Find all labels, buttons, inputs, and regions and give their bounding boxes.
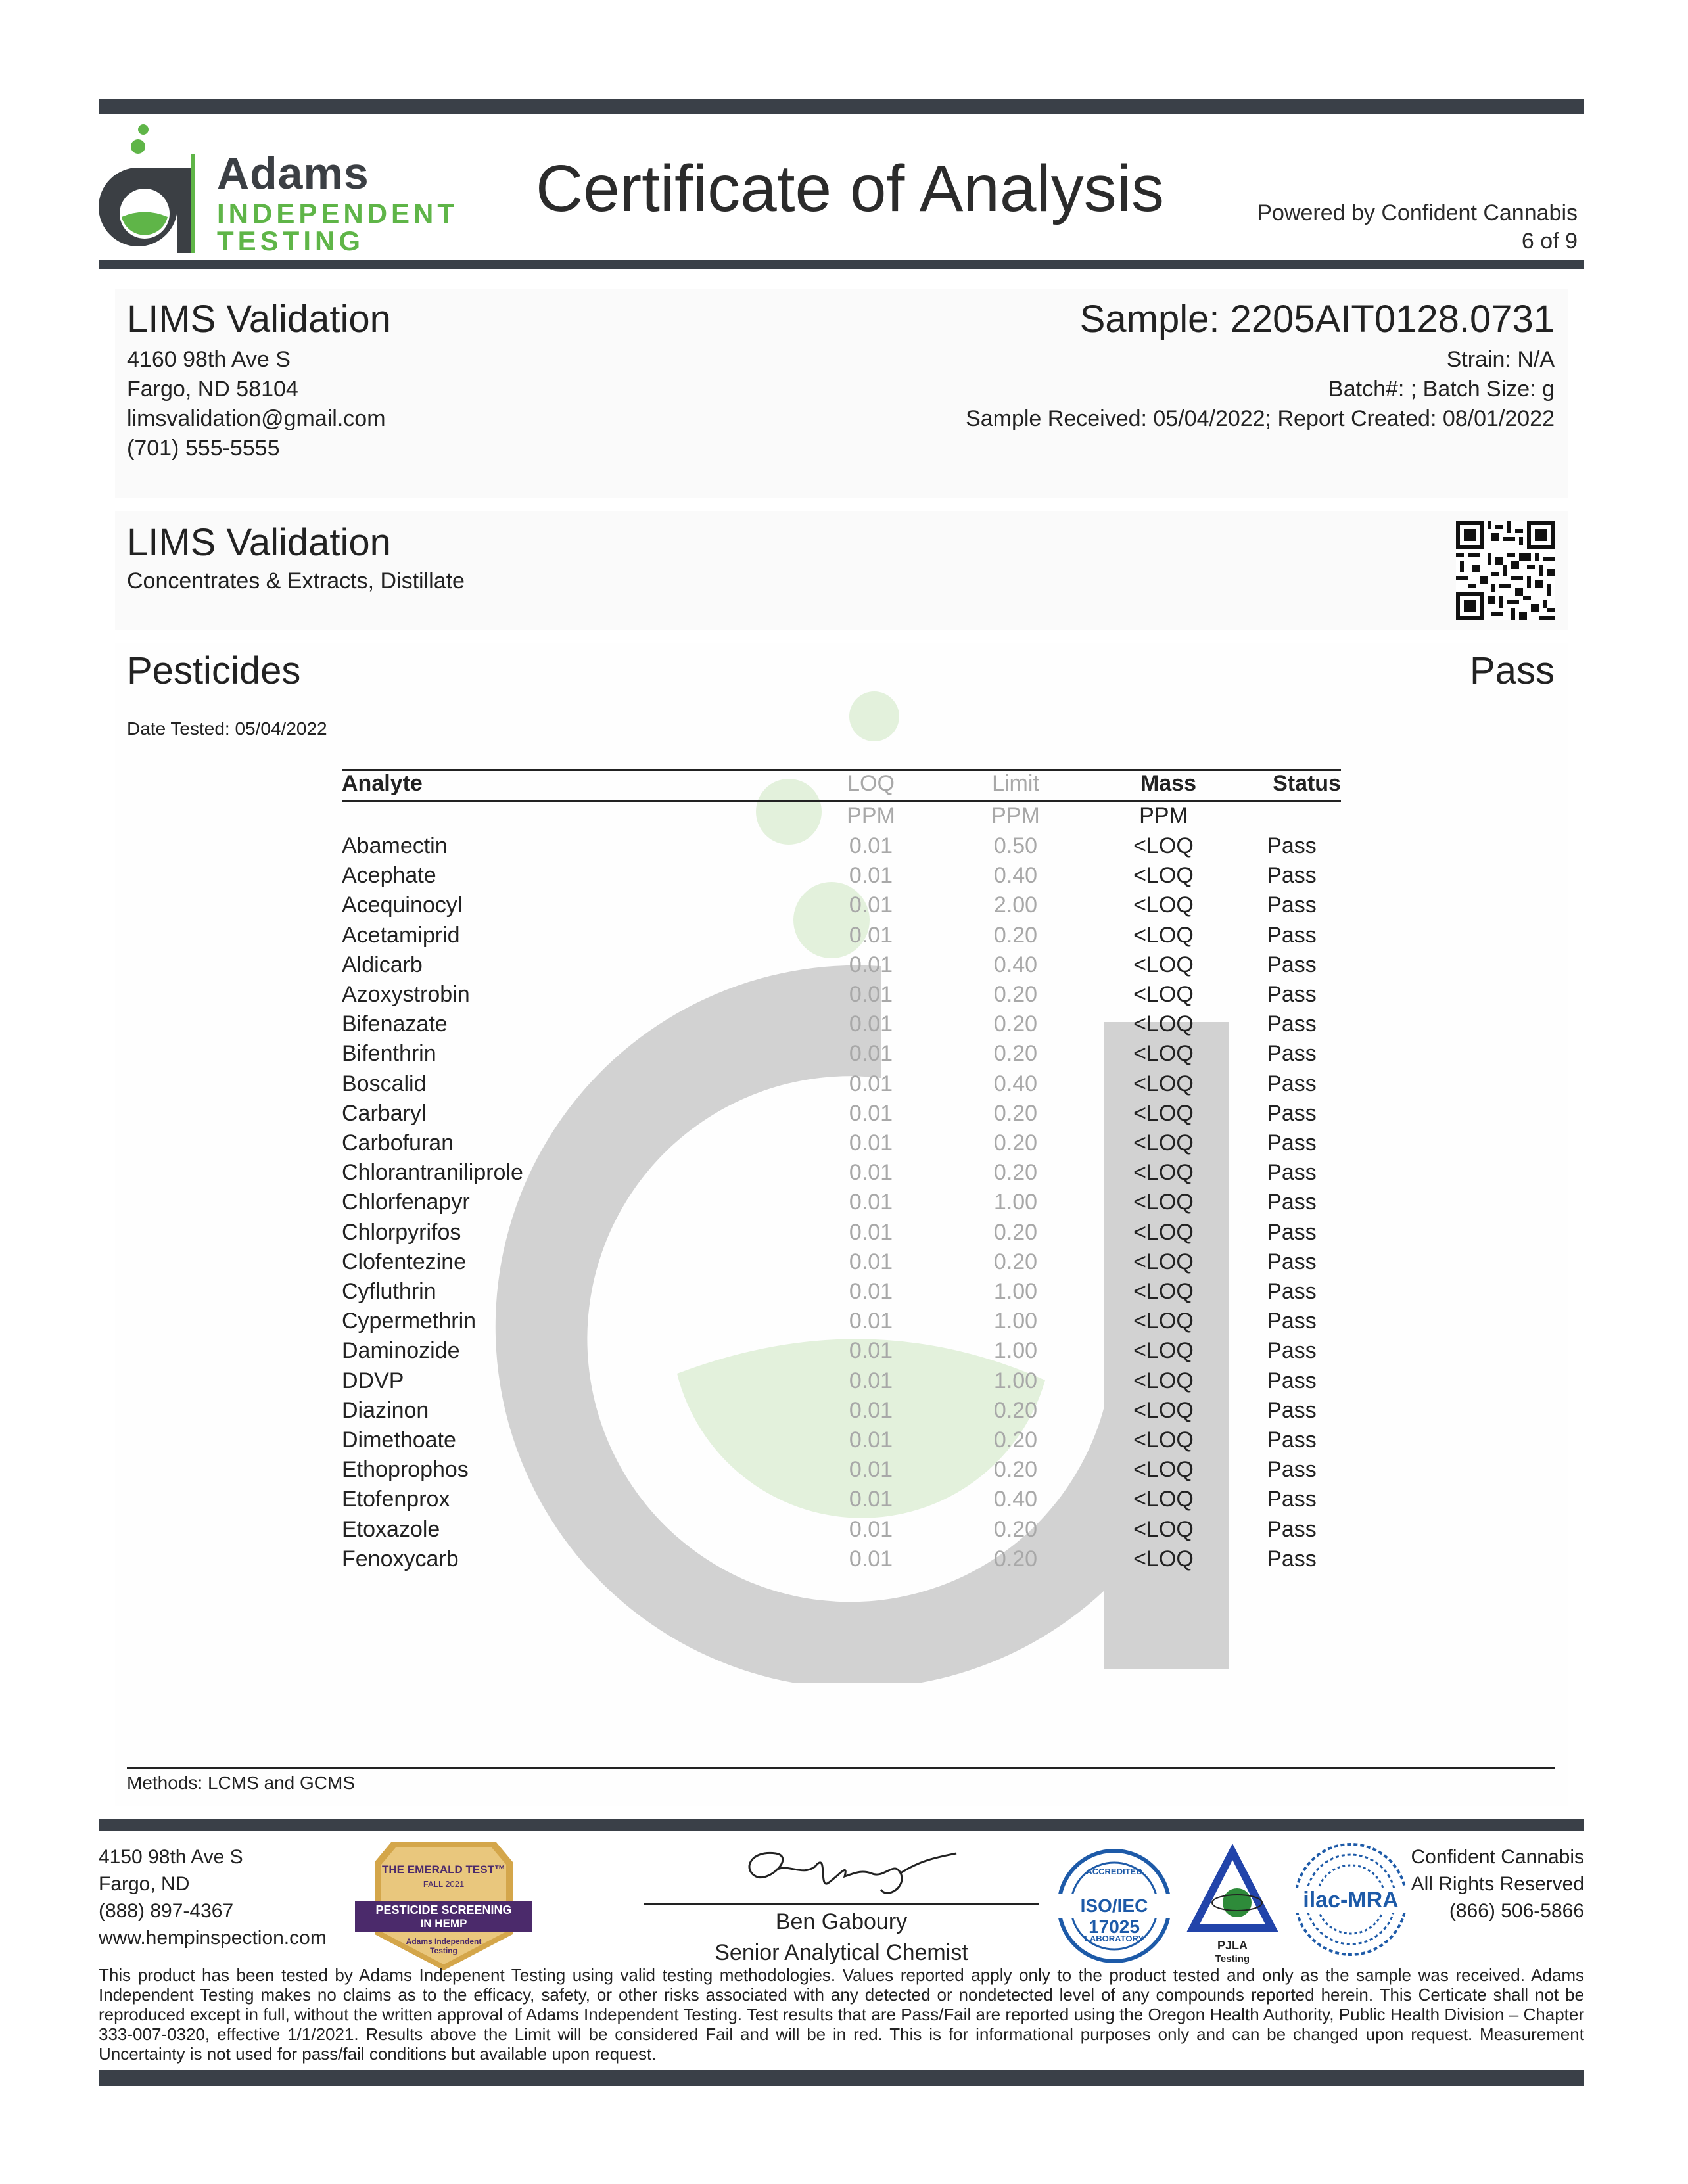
- loq-cell: 0.01: [849, 1516, 893, 1542]
- column-header-mass: Mass: [1140, 771, 1196, 796]
- table-row: [0, 1099, 1688, 1128]
- badge-line3: PESTICIDE SCREENING: [375, 1903, 512, 1917]
- mass-cell: <LOQ: [1133, 1041, 1194, 1067]
- analyte-cell: Boscalid: [342, 1071, 427, 1096]
- loq-cell: 0.01: [849, 1457, 893, 1483]
- mass-cell: <LOQ: [1133, 1546, 1194, 1571]
- iso-ring-top: ACCREDITED: [1086, 1867, 1142, 1876]
- status-cell: Pass: [1267, 1487, 1317, 1512]
- status-cell: Pass: [1267, 1130, 1317, 1155]
- status-cell: Pass: [1267, 1428, 1317, 1452]
- mass-cell: <LOQ: [1133, 1279, 1194, 1304]
- status-cell: Pass: [1267, 952, 1317, 977]
- limit-cell: 1.00: [993, 1190, 1038, 1215]
- pjla-line1: PJLA: [1217, 1939, 1248, 1952]
- mass-cell: <LOQ: [1133, 1397, 1194, 1423]
- product-name: LIMS Validation: [127, 521, 391, 564]
- cc-line2: All Rights Reserved: [1411, 1873, 1584, 1895]
- cc-line3: (866) 506-5866: [1449, 1900, 1584, 1922]
- analyte-cell: Clofentezine: [342, 1249, 467, 1274]
- status-cell: Pass: [1267, 1160, 1317, 1186]
- limit-cell: 1.00: [993, 1279, 1038, 1304]
- loq-cell: 0.01: [849, 1309, 893, 1334]
- date-tested: Date Tested: 05/04/2022: [127, 718, 327, 739]
- logo-text-independent: INDEPENDENT: [217, 198, 459, 229]
- mass-cell: <LOQ: [1133, 1457, 1194, 1483]
- mass-cell: <LOQ: [1133, 952, 1194, 977]
- limit-cell: 0.20: [993, 1546, 1038, 1571]
- table-row: [0, 1515, 1688, 1545]
- limit-cell: 1.00: [993, 1309, 1038, 1334]
- loq-cell: 0.01: [849, 863, 893, 889]
- emerald-test-badge: [355, 1836, 532, 1974]
- analyte-cell: Cyfluthrin: [342, 1279, 436, 1304]
- analyte-cell: Acequinocyl: [342, 893, 463, 918]
- table-row: [0, 950, 1688, 980]
- analyte-cell: Chlorfenapyr: [342, 1190, 470, 1215]
- loq-cell: 0.01: [849, 1219, 893, 1245]
- loq-cell: 0.01: [849, 1071, 893, 1096]
- loq-cell: 0.01: [849, 1190, 893, 1215]
- status-cell: Pass: [1267, 1457, 1317, 1483]
- column-header-limit: Limit: [992, 771, 1039, 796]
- table-row: [0, 1307, 1688, 1336]
- table-row: [0, 1485, 1688, 1514]
- lab-website[interactable]: www.hempinspection.com: [99, 1927, 327, 1949]
- loq-cell: 0.01: [849, 1279, 893, 1304]
- sample-id: Sample: 2205AIT0128.0731: [1079, 298, 1555, 340]
- limit-cell: 0.20: [993, 1516, 1038, 1542]
- powered-by: Powered by Confident Cannabis: [1257, 200, 1578, 225]
- lab-phone: (888) 897-4367: [99, 1900, 234, 1922]
- limit-cell: 0.20: [993, 1457, 1038, 1483]
- analyte-cell: Diazinon: [342, 1397, 429, 1423]
- methods-rule: [127, 1767, 1555, 1769]
- badge-line1: THE EMERALD TEST™: [382, 1863, 505, 1876]
- limit-cell: 0.20: [993, 1160, 1038, 1186]
- footer-bottom-bar: [99, 2070, 1584, 2086]
- product-category: Concentrates & Extracts, Distillate: [127, 569, 465, 593]
- mass-cell: <LOQ: [1133, 922, 1194, 948]
- sample-batch: Batch#: ; Batch Size: g: [1328, 377, 1555, 402]
- table-row: [0, 1010, 1688, 1039]
- mass-cell: <LOQ: [1133, 1190, 1194, 1215]
- client-phone: (701) 555-5555: [127, 436, 280, 461]
- pesticides-title: Pesticides: [127, 649, 301, 692]
- analyte-cell: Abamectin: [342, 833, 448, 858]
- analyte-cell: Cypermethrin: [342, 1309, 477, 1334]
- client-address-line1: 4160 98th Ave S: [127, 347, 291, 372]
- top-bar: [99, 99, 1584, 114]
- loq-cell: 0.01: [849, 1249, 893, 1274]
- lab-address-line2: Fargo, ND: [99, 1873, 190, 1895]
- table-row: [0, 921, 1688, 950]
- pjla-badge: [1183, 1840, 1282, 1972]
- loq-cell: 0.01: [849, 922, 893, 948]
- loq-cell: 0.01: [849, 1338, 893, 1364]
- limit-cell: 0.50: [993, 833, 1038, 858]
- status-cell: Pass: [1267, 922, 1317, 948]
- loq-cell: 0.01: [849, 1546, 893, 1571]
- limit-cell: 0.40: [993, 863, 1038, 889]
- qr-code-icon[interactable]: [1456, 521, 1555, 620]
- analyte-cell: Bifenazate: [342, 1011, 448, 1037]
- cc-line1: Confident Cannabis: [1411, 1846, 1584, 1868]
- header-bottom-bar: [99, 260, 1584, 269]
- status-cell: Pass: [1267, 1309, 1317, 1334]
- loq-cell: 0.01: [849, 952, 893, 977]
- analyte-cell: Chlorpyrifos: [342, 1219, 461, 1245]
- table-row: [0, 1545, 1688, 1574]
- mass-cell: <LOQ: [1133, 1160, 1194, 1186]
- unit-limit: PPM: [991, 803, 1040, 828]
- status-cell: Pass: [1267, 1279, 1317, 1304]
- status-cell: Pass: [1267, 1516, 1317, 1542]
- limit-cell: 0.20: [993, 982, 1038, 1007]
- client-address-line2: Fargo, ND 58104: [127, 377, 298, 402]
- mass-cell: <LOQ: [1133, 1071, 1194, 1096]
- mass-cell: <LOQ: [1133, 1428, 1194, 1452]
- client-name: LIMS Validation: [127, 298, 391, 340]
- table-row: [0, 1128, 1688, 1158]
- column-header-loq: LOQ: [847, 771, 895, 796]
- analyte-cell: Bifenthrin: [342, 1041, 436, 1067]
- analyte-cell: Carbaryl: [342, 1100, 427, 1126]
- mass-cell: <LOQ: [1133, 1368, 1194, 1393]
- table-row: [0, 1218, 1688, 1247]
- limit-cell: 0.20: [993, 1130, 1038, 1155]
- loq-cell: 0.01: [849, 1428, 893, 1452]
- mass-cell: <LOQ: [1133, 1487, 1194, 1512]
- loq-cell: 0.01: [849, 893, 893, 918]
- badge-line2: FALL 2021: [423, 1879, 465, 1889]
- logo-text-adams: Adams: [217, 149, 369, 198]
- limit-cell: 2.00: [993, 893, 1038, 918]
- status-cell: Pass: [1267, 1338, 1317, 1364]
- status-cell: Pass: [1267, 1041, 1317, 1067]
- analyte-cell: Azoxystrobin: [342, 982, 470, 1007]
- status-cell: Pass: [1267, 1249, 1317, 1274]
- loq-cell: 0.01: [849, 1041, 893, 1067]
- analyte-cell: Acephate: [342, 863, 436, 889]
- limit-cell: 0.20: [993, 1397, 1038, 1423]
- table-row: [0, 1039, 1688, 1069]
- status-cell: Pass: [1267, 1546, 1317, 1571]
- unit-loq: PPM: [847, 803, 895, 828]
- loq-cell: 0.01: [849, 833, 893, 858]
- table-header-row: [0, 771, 1688, 801]
- status-cell: Pass: [1267, 1397, 1317, 1423]
- ilac-text: ilac-MRA: [1292, 1888, 1410, 1913]
- table-row: [0, 1158, 1688, 1188]
- loq-cell: 0.01: [849, 1011, 893, 1037]
- footer-top-bar: [99, 1819, 1584, 1831]
- mass-cell: <LOQ: [1133, 982, 1194, 1007]
- table-row: [0, 1366, 1688, 1396]
- loq-cell: 0.01: [849, 982, 893, 1007]
- analyte-cell: Etofenprox: [342, 1487, 450, 1512]
- status-cell: Pass: [1267, 893, 1317, 918]
- limit-cell: 1.00: [993, 1368, 1038, 1393]
- iso-accreditation-badge: [1055, 1847, 1173, 1965]
- mass-cell: <LOQ: [1133, 1130, 1194, 1155]
- mass-cell: <LOQ: [1133, 1309, 1194, 1334]
- status-cell: Pass: [1267, 1011, 1317, 1037]
- mass-cell: <LOQ: [1133, 1249, 1194, 1274]
- logo-text-testing: TESTING: [217, 225, 365, 256]
- signer-name: Ben Gaboury: [775, 1909, 908, 1934]
- limit-cell: 0.20: [993, 1249, 1038, 1274]
- iso-ring-bottom: LABORATORY: [1084, 1934, 1144, 1943]
- table-row: [0, 1455, 1688, 1485]
- iso-text: ISO/IEC 17025: [1080, 1895, 1148, 1937]
- table-row: [0, 1336, 1688, 1366]
- pesticides-result: Pass: [1470, 649, 1555, 692]
- status-cell: Pass: [1267, 1368, 1317, 1393]
- table-row: [0, 980, 1688, 1010]
- table-row: [0, 891, 1688, 920]
- limit-cell: 0.20: [993, 922, 1038, 948]
- mass-cell: <LOQ: [1133, 1100, 1194, 1126]
- pjla-triangle-icon: [1183, 1840, 1282, 1939]
- table-row: [0, 1396, 1688, 1426]
- lab-address-line1: 4150 98th Ave S: [99, 1846, 243, 1868]
- loq-cell: 0.01: [849, 1130, 893, 1155]
- analyte-cell: Acetamiprid: [342, 922, 460, 948]
- status-cell: Pass: [1267, 1071, 1317, 1096]
- limit-cell: 0.20: [993, 1041, 1038, 1067]
- disclaimer: This product has been tested by Adams Indepenent Testing using valid testing methodologies. Values reported apply only to the product tested and only as the sample was received. Adams Independent Testing makes no claims as to the efficacy, safety, or other risks associated with any detected or nondetected level of any compounds reported herein. This Certicate shall not be reproduced except in full, without the written approval of Adams Independent Testing. Test results that are Pass/Fail are reported using the Oregon Health Authority, Public Health Division – Chapter 333-007-0320, effective 1/1/2021. Results above the Limit will be considered Fail and will be in red. This is for informational purposes only and can be changed upon request. Measurement Uncertainty is not used for pass/fail conditions but available upon request.: [99, 1965, 1584, 2064]
- limit-cell: 0.20: [993, 1428, 1038, 1452]
- loq-cell: 0.01: [849, 1368, 893, 1393]
- table-row: [0, 1426, 1688, 1455]
- analyte-cell: Ethoprophos: [342, 1457, 469, 1483]
- mass-cell: <LOQ: [1133, 1219, 1194, 1245]
- pjla-line2: Testing: [1215, 1953, 1250, 1964]
- status-cell: Pass: [1267, 1219, 1317, 1245]
- mass-cell: <LOQ: [1133, 1011, 1194, 1037]
- table-row: [0, 1188, 1688, 1217]
- analyte-cell: Chlorantraniliprole: [342, 1160, 523, 1186]
- mass-cell: <LOQ: [1133, 1516, 1194, 1542]
- badge-line4: IN HEMP: [420, 1917, 467, 1930]
- column-header-analyte: Analyte: [342, 771, 423, 796]
- signer-title: Senior Analytical Chemist: [715, 1940, 968, 1965]
- sample-dates: Sample Received: 05/04/2022; Report Created: 08/01/2022: [966, 406, 1555, 431]
- mass-cell: <LOQ: [1133, 863, 1194, 889]
- analyte-cell: Aldicarb: [342, 952, 423, 977]
- analyte-cell: Etoxazole: [342, 1516, 440, 1542]
- sample-strain: Strain: N/A: [1446, 347, 1555, 372]
- limit-cell: 0.20: [993, 1219, 1038, 1245]
- page-number: 6 of 9: [1521, 229, 1578, 254]
- loq-cell: 0.01: [849, 1487, 893, 1512]
- analyte-cell: Daminozide: [342, 1338, 460, 1364]
- table-row: [0, 1069, 1688, 1099]
- limit-cell: 0.40: [993, 952, 1038, 977]
- client-email: limsvalidation@gmail.com: [127, 406, 386, 431]
- limit-cell: 0.20: [993, 1011, 1038, 1037]
- table-row: [0, 1277, 1688, 1307]
- status-cell: Pass: [1267, 982, 1317, 1007]
- table-units-row: [0, 801, 1688, 831]
- mass-cell: <LOQ: [1133, 1338, 1194, 1364]
- signature-rule: [644, 1903, 1039, 1905]
- analyte-cell: Fenoxycarb: [342, 1546, 459, 1571]
- limit-cell: 0.40: [993, 1487, 1038, 1512]
- table-row: [0, 1247, 1688, 1277]
- unit-mass: PPM: [1139, 803, 1188, 828]
- signature-icon: [730, 1837, 966, 1903]
- status-cell: Pass: [1267, 1190, 1317, 1215]
- logo-mark-icon: [99, 122, 204, 260]
- column-header-status: Status: [1273, 771, 1341, 796]
- badge-line5: Adams Independent Testing: [406, 1937, 482, 1955]
- table-row: [0, 861, 1688, 891]
- analyte-cell: Dimethoate: [342, 1428, 456, 1452]
- status-cell: Pass: [1267, 833, 1317, 858]
- loq-cell: 0.01: [849, 1397, 893, 1423]
- loq-cell: 0.01: [849, 1100, 893, 1126]
- limit-cell: 0.40: [993, 1071, 1038, 1096]
- loq-cell: 0.01: [849, 1160, 893, 1186]
- mass-cell: <LOQ: [1133, 893, 1194, 918]
- analyte-cell: Carbofuran: [342, 1130, 454, 1155]
- company-logo: [99, 122, 459, 260]
- status-cell: Pass: [1267, 1100, 1317, 1126]
- limit-cell: 1.00: [993, 1338, 1038, 1364]
- analyte-cell: DDVP: [342, 1368, 404, 1393]
- table-row: [0, 831, 1688, 861]
- status-cell: Pass: [1267, 863, 1317, 889]
- document-title: Certificate of Analysis: [536, 152, 1164, 225]
- methods-text: Methods: LCMS and GCMS: [127, 1773, 356, 1793]
- mass-cell: <LOQ: [1133, 833, 1194, 858]
- limit-cell: 0.20: [993, 1100, 1038, 1126]
